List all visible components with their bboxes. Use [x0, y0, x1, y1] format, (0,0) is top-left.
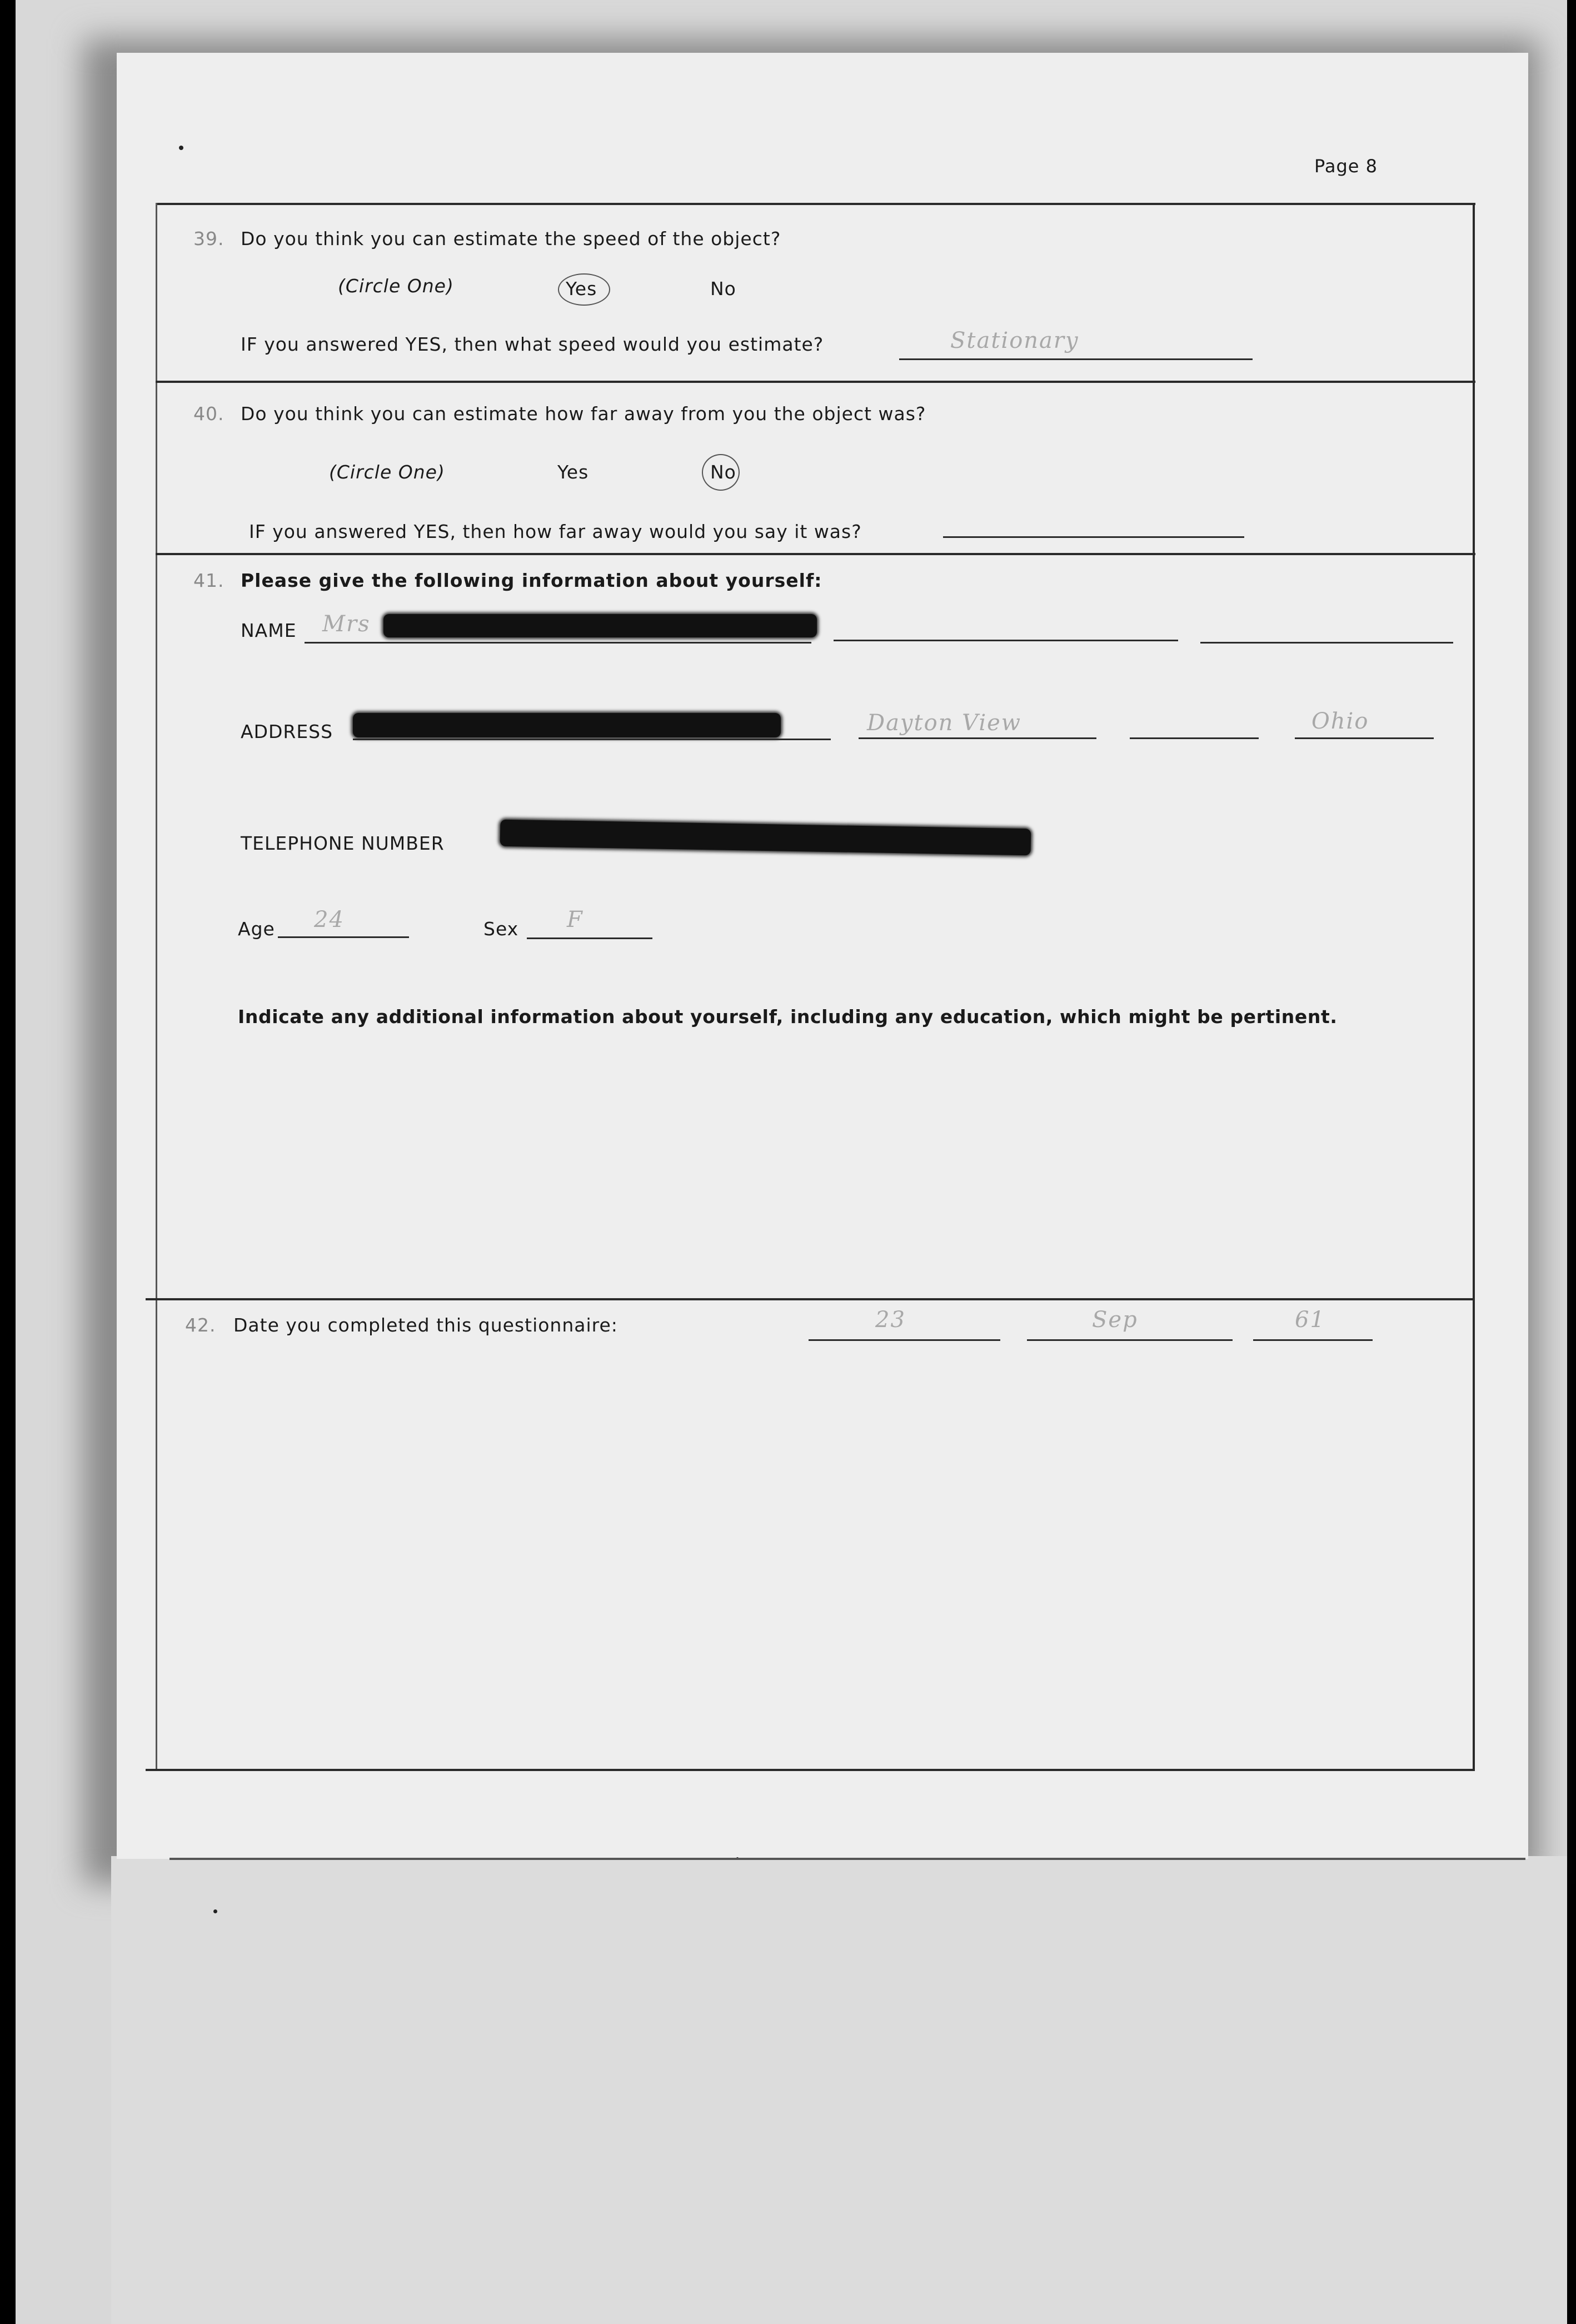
- q40-followup: IF you answered YES, then how far away would you say it was?: [249, 521, 862, 542]
- additional-info-prompt: Indicate any additional information about yourself, including any education, which might be pertinent.: [238, 1006, 1338, 1028]
- street-line: [353, 739, 831, 740]
- q41-number: 41.: [193, 570, 225, 591]
- state-value: Ohio: [1311, 709, 1369, 734]
- day-value: 23: [875, 1307, 906, 1333]
- page-number: Page 8: [1314, 156, 1378, 177]
- divider-41-42: [146, 1298, 1475, 1300]
- q39-option-yes[interactable]: Yes: [566, 278, 597, 300]
- name-label: NAME: [241, 620, 297, 641]
- q39-question: Do you think you can estimate the speed of the object?: [241, 228, 781, 250]
- paper-bottom-edge: [169, 1858, 1525, 1860]
- sex-label: Sex: [483, 918, 519, 940]
- form-top-border: [156, 203, 1475, 205]
- month-line: [1027, 1339, 1233, 1341]
- q40-circle-label: (Circle One): [329, 461, 445, 483]
- telephone-label: TELEPHONE NUMBER: [241, 832, 445, 854]
- sex-line: [527, 937, 652, 939]
- scan-right-edge: [1567, 0, 1576, 2324]
- divider-39-40: [156, 381, 1475, 383]
- scan-left-edge: [0, 0, 16, 2324]
- q42-number: 42.: [185, 1314, 216, 1336]
- state-line: [1295, 737, 1434, 739]
- day-line: [809, 1339, 1000, 1341]
- form-left-border: [156, 203, 157, 1770]
- q39-number: 39.: [193, 228, 225, 250]
- age-line: [278, 936, 409, 938]
- q40-option-yes[interactable]: Yes: [557, 461, 589, 483]
- form-bottom-border: [146, 1769, 1475, 1771]
- month-value: Sep: [1092, 1307, 1138, 1333]
- lower-sheet: [111, 1856, 1567, 2324]
- first-name-line: [834, 640, 1178, 641]
- q39-answer-line: [899, 358, 1253, 360]
- questionnaire-page: [117, 53, 1528, 1859]
- q42-prompt: Date you completed this questionnaire:: [233, 1314, 618, 1336]
- city-line: [859, 737, 1096, 739]
- q39-followup: IF you answered YES, then what speed would you estimate?: [241, 333, 824, 355]
- form-right-border: [1473, 203, 1475, 1770]
- q39-option-no[interactable]: No: [710, 278, 736, 300]
- name-redaction: [383, 614, 817, 637]
- q39-speed-answer: Stationary: [950, 328, 1079, 353]
- scan-speck: [179, 146, 183, 150]
- q40-answer-line: [943, 536, 1244, 538]
- address-label: ADDRESS: [241, 721, 333, 742]
- sex-value: F: [567, 907, 583, 932]
- scan-speck: [213, 1909, 217, 1913]
- city-value: Dayton View: [867, 710, 1022, 736]
- q40-number: 40.: [193, 403, 225, 425]
- name-prefix: Mrs: [322, 611, 371, 637]
- q40-question: Do you think you can estimate how far away from you the object was?: [241, 403, 926, 425]
- age-value: 24: [314, 907, 345, 932]
- address-redaction: [353, 713, 781, 737]
- q40-option-no[interactable]: No: [710, 461, 736, 483]
- zone-line: [1130, 737, 1259, 739]
- middle-name-line: [1200, 642, 1453, 644]
- divider-40-41: [156, 553, 1475, 555]
- q39-circle-label: (Circle One): [338, 275, 454, 297]
- q41-prompt: Please give the following information about yourself:: [241, 570, 822, 591]
- age-label: Age: [238, 918, 275, 940]
- year-value: 61: [1295, 1307, 1325, 1333]
- last-name-line: [305, 642, 811, 644]
- year-line: [1253, 1339, 1373, 1341]
